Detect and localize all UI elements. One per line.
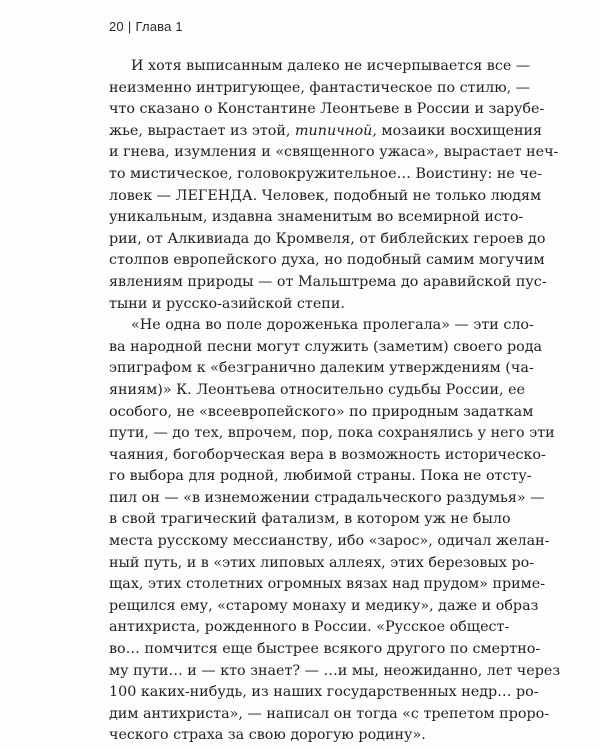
italic-word: типичной, — [294, 122, 377, 139]
body-text — [109, 56, 561, 747]
text-line: ва народной песни могут служить (заметим) своего рода — [109, 338, 543, 355]
text-line: яниям)» К. Леонтьева относительно судьбы России, ее — [109, 381, 525, 398]
text-line: явлениям природы — от Мальштрема до аравийской пус- — [109, 273, 547, 290]
text-line: что сказано о Константине Леонтьеве в России и зарубе- — [109, 101, 545, 118]
text-line: пути, — до тех, впрочем, пор, пока сохранялись у него эти — [109, 425, 555, 442]
text-line: ческого страха за свою дорогую родину». — [109, 727, 426, 744]
text-line: эпиграфом к «безгранично далеким утверждениям (ча- — [109, 360, 534, 377]
text-line: во… помчится еще быстрее всякого другого по смертно- — [109, 641, 541, 658]
running-head — [109, 19, 183, 34]
text-line: неизменно интригующее, фантастическое по стилю, — — [109, 79, 531, 96]
text-line: в свой трагический фатализм, в котором уж не было — [109, 511, 511, 528]
paragraph-2 — [109, 315, 561, 747]
text-line: чаяния, богоборческая вера в возможность историческо- — [109, 446, 546, 463]
text-line: уникальным, издавна знаменитым во всемирной исто- — [109, 209, 524, 226]
text-line: И хотя выписанным далеко не исчерпывается все — — [131, 58, 531, 74]
text-line: жье, вырастает из этой, типичной, мозаики восхищения — [109, 122, 543, 139]
text-line: то мистическое, головокружительное… Воистину: не че- — [109, 165, 543, 182]
text-line: «Не одна во поле дороженька пролегала» — эти сло- — [131, 317, 534, 334]
text-line: пил он — «в изнеможении страдальческого раздумья» — — [109, 489, 545, 506]
text-line: тыни и русско-азийской степи. — [109, 295, 345, 312]
header-separator: | — [127, 19, 132, 34]
text-line: столпов европейского духа, но подобный самим могучим — [109, 252, 545, 269]
text-line: рии, от Алкивиада до Кромвеля, от библейских героев до — [109, 230, 546, 247]
text-line: антихриста, рожденного в России. «Русское общест- — [109, 619, 510, 636]
text-line: ный путь, и в «этих липовых аллеях, этих березовых ро- — [109, 554, 535, 571]
paragraph-1 — [109, 56, 559, 315]
text-line: щах, этих столетних огромных вязах над прудом» приме- — [109, 576, 546, 593]
text-line: му пути… и — кто знает? — …и мы, неожиданно, лет через — [109, 662, 561, 679]
text-line: дим антихриста», — написал он тогда «с трепетом проро- — [109, 705, 550, 722]
text-line: го выбора для родной, любимой страны. Пока не отсту- — [109, 468, 532, 485]
text-line: места русскому мессианству, ибо «зарос», одичал желан- — [109, 533, 550, 550]
chapter-title: Глава 1 — [135, 19, 183, 34]
text-line: особого, не «всеевропейского» по природным задаткам — [109, 403, 534, 420]
page-number: 20 — [109, 19, 124, 34]
text-line: и гнева, изумления и «священного ужаса», вырастает неч- — [109, 144, 559, 161]
text-line: 100 каких-нибудь, из наших государственных недр… ро- — [109, 684, 539, 701]
text-line: рещился ему, «старому монаху и медику», даже и образ — [109, 597, 539, 614]
text-line: ловек — ЛЕГЕНДА. Человек, подобный не только людям — [109, 187, 542, 204]
